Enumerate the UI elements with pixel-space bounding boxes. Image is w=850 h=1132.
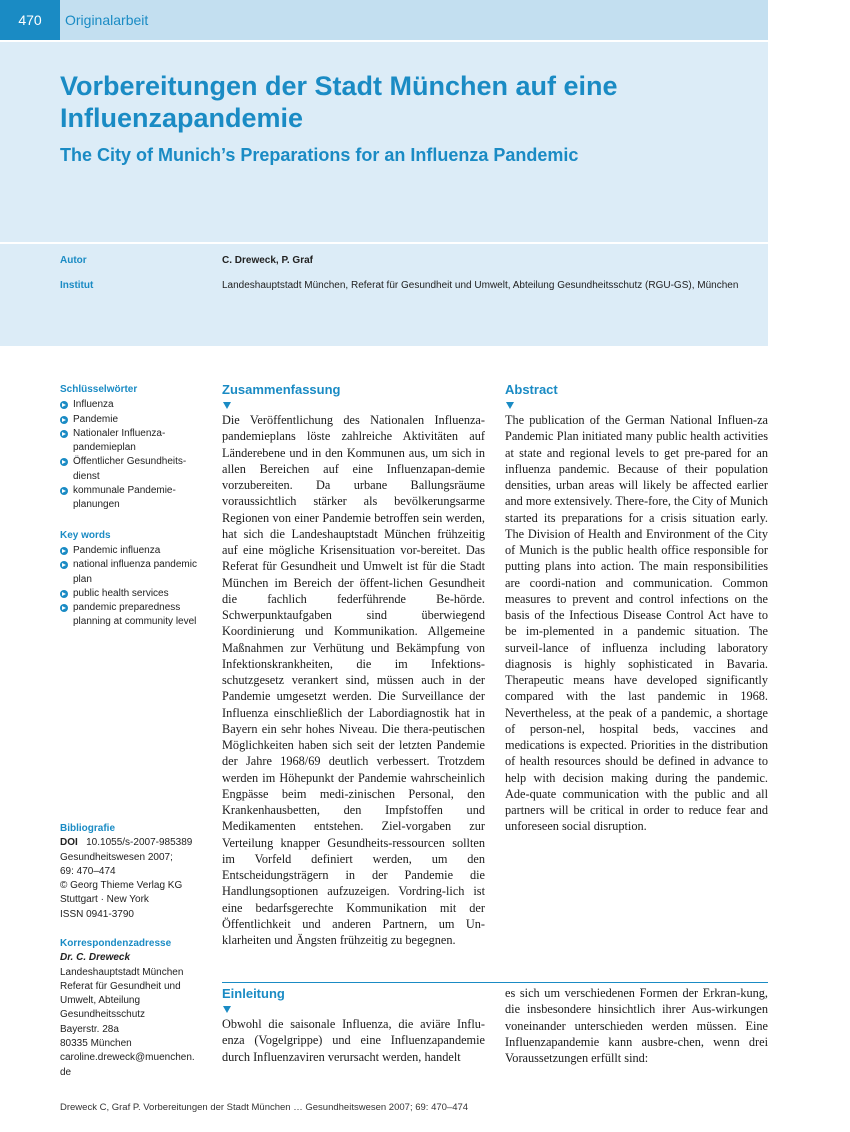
bullet-arrow-icon (60, 561, 68, 569)
bib-line: ISSN 0941-3790 (60, 908, 134, 920)
triangle-down-icon (223, 1006, 231, 1013)
institute-label: Institut (60, 280, 94, 291)
bullet-arrow-icon (60, 590, 68, 598)
bib-line: © Georg Thieme Verlag KG (60, 880, 183, 892)
einleitung-continued (505, 985, 768, 1066)
bib-line: 69: 470–474 (60, 865, 116, 877)
email-line: caroline.dreweck@muenchen. (60, 1052, 195, 1064)
bullet-arrow-icon (60, 430, 68, 438)
keyword-item: kommunale Pandemie-planungen (60, 484, 210, 513)
address-line: Umwelt, Abteilung (60, 995, 141, 1007)
correspondence-name: Dr. C. Dreweck (60, 952, 131, 964)
einleitung-text-right: es sich um verschiedenen Formen der Erkran-kung, die insbesondere hinsichtlich ihrer Aus-wirkungen voneinander unterschieden werden müssen. Eine Influenzapandemie kann ausbre-chen, wenn drei Voraussetzungen erfüllt sind: (505, 986, 768, 1065)
section-divider (222, 982, 768, 983)
keywords-en-list (60, 544, 210, 630)
bib-line: Stuttgart · New York (60, 894, 149, 906)
doi-line: DOI 10.1055/s-2007-985389 (60, 837, 193, 849)
einleitung-text-left: Obwohl die saisonale Influenza, die aviäre Influ-enza (Vogelgrippe) und eine Influenzapandemie durch Influenzaviren verursacht werden, handelt (222, 1017, 485, 1064)
keyword-item: Influenza (60, 398, 210, 412)
bullet-arrow-icon (60, 487, 68, 495)
keyword-item: Nationaler Influenza-pandemieplan (60, 427, 210, 456)
email-line: de (60, 1066, 72, 1078)
correspondence-block (60, 937, 210, 1080)
bullet-arrow-icon (60, 604, 68, 612)
triangle-down-icon (223, 402, 231, 409)
address-line: Gesundheitsschutz (60, 1009, 146, 1021)
abstract-text: The publication of the German National Influen-za Pandemic Plan initiated many public health activities at state and regional levels to get pre-pared for an influenza pandemic. Because of their population densities, urban areas will likely be affected earlier and more extensively. There-fore, the City of Munich started its preparations for a crisis situation early. The Division of Health and Environment of the City of Munich is the public health office responsible for putting plans into action. The main responsibilities are coordi-nation and communication. Common measures to prevent and control infections on the basis of the Infectious Disease Control Act have to be im-plemented in a pandemic situation. The surveil-lance of influenza including laboratory diagnosis is highly sophisticated in Bavaria. Therapeutic means have developed significantly compared with the last pandemic in 1968. Nevertheless, at the peak of a pandemic, a shortage of person-nel, hospital beds, vaccines and medications is expected. Priorities in the distribution of health resources should be defined in advance to help with decision making during the pandemic. Ade-quate communication with the public and all partners will be critical in order to reduce fear and unforeseen social disruption. (505, 413, 768, 834)
keyword-item: Pandemic influenza (60, 544, 210, 558)
page-number: 470 (0, 0, 60, 40)
keywords-sidebar (60, 383, 210, 630)
institute-value: Landeshauptstadt München, Referat für Gesundheit und Umwelt, Abteilung Gesundheitsschutz (RGU-GS), München (222, 280, 739, 291)
keywords-de-heading: Schlüsselwörter (60, 384, 138, 395)
bullet-arrow-icon (60, 458, 68, 466)
keyword-item: Pandemie (60, 413, 210, 427)
correspondence-heading: Korrespondenzadresse (60, 938, 172, 949)
article-title-english: The City of Munich’s Preparations for an Influenza Pandemic (60, 145, 579, 165)
keyword-item: public health services (60, 587, 210, 601)
keywords-en-heading: Key words (60, 529, 111, 541)
bibliography-heading: Bibliografie (60, 823, 116, 834)
author-names: C. Dreweck, P. Graf (222, 255, 313, 266)
author-label: Autor (60, 255, 87, 266)
address-line: Bayerstr. 28a (60, 1023, 119, 1035)
abstract-heading: Abstract (505, 382, 558, 397)
einleitung-heading: Einleitung (222, 986, 285, 1001)
abstract-section (505, 382, 768, 835)
keyword-item: Öffentlicher Gesundheits-dienst (60, 455, 210, 484)
keywords-de-list (60, 398, 210, 512)
bullet-arrow-icon (60, 401, 68, 409)
bullet-arrow-icon (60, 416, 68, 424)
zusammenfassung-text: Die Veröffentlichung des Nationalen Influenza-pandemieplans löste zahlreiche Aktivitäten auf Länderebene und in den Kommunen aus, um sich in allen Bereichen auf eine Influenzapan-demie vorzubereiten. Da urbane Ballungsräume voraussichtlich stärker als bevölkerungsarme Regionen von einer Pandemie betroffen sein werden, hat sich die Landeshauptstadt München frühzeitig auf eine mögliche Krisensituation vor-bereitet. Das Referat für Gesundheit und Umwelt ist für die Stadt München im Bereich der öffent-lichen Gesundheit die fachlich federführende Be-hörde. Schwerpunktaufgaben sind überwiegend Koordinierung und Kommunikation. Allgemeine Maßnahmen zur Verhütung und Bekämpfung von Infektionskrankheiten, die im Infektions-schutzgesetz verankert sind, müssen auch in der Pandemie umgesetzt werden. Die Surveillance der Influenza einschließlich der Labordiagnostik hat in Bayern ein sehr hohes Niveau. Die thera-peutischen Möglichkeiten haben sich seit der letzten Pandemie der Jahre 1968/69 deutlich verbessert. Trotzdem werden im Höhepunkt der Pandemie wahrscheinlich Engpässe beim medi-zinischen Personal, den Krankenhausbetten, den Impfstoffen und Medikamenten entstehen. Ziel-vorgaben zur Verteilung knapper Gesundheits-ressourcen sollten im Vorfeld definiert werden, um den Entscheidungsträgern in der Pandemie die Handlungsoptionen aufzuzeigen. Vordring-lich ist eine bedarfsgerechte Kommunikation mit der Öffentlichkeit und anderen Partnern, um Un-klarheiten und Ängsten frühzeitig zu begegnen. (222, 413, 485, 947)
keyword-item: national influenza pandemic plan (60, 558, 210, 587)
zusammenfassung-section (222, 382, 485, 948)
triangle-down-icon (506, 402, 514, 409)
zusammenfassung-heading: Zusammenfassung (222, 382, 341, 397)
article-title-german: Vorbereitungen der Stadt München auf eine Influenzapandemie (60, 71, 618, 133)
footer-citation: Dreweck C, Graf P. Vorbereitungen der Stadt München … Gesundheitswesen 2007; 69: 470–474 (60, 1102, 469, 1113)
author-info-block (0, 244, 768, 346)
bullet-arrow-icon (60, 547, 68, 555)
bib-line: Gesundheitswesen 2007; (60, 851, 173, 863)
einleitung-section (222, 986, 485, 1065)
keyword-item: pandemic preparedness planning at community level (60, 601, 210, 630)
address-line: Referat für Gesundheit und (60, 980, 181, 992)
address-line: Landeshauptstadt München (60, 966, 184, 978)
bibliography-block (60, 822, 210, 922)
section-label: Originalarbeit (65, 12, 149, 28)
address-line: 80335 München (60, 1038, 132, 1050)
